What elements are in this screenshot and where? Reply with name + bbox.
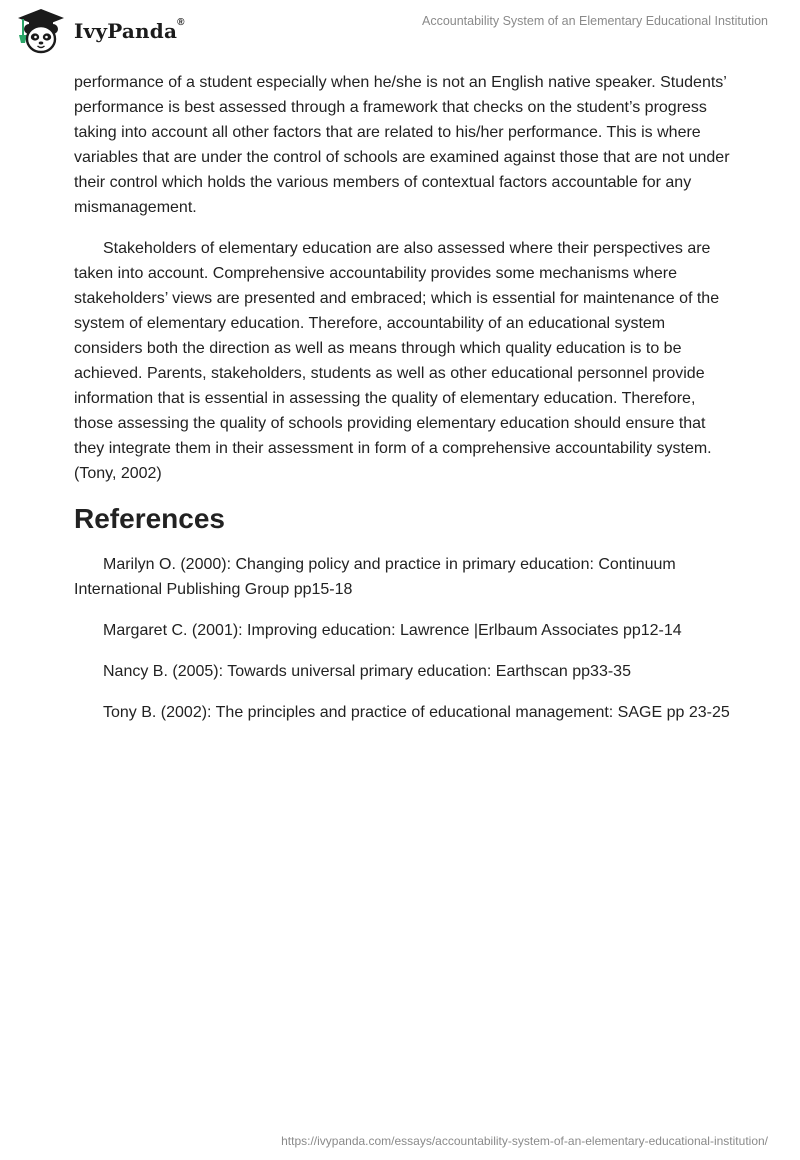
- reference-item: Margaret C. (2001): Improving education: Lawrence |Erlbaum Associates pp12-14: [103, 622, 682, 639]
- document-title: Accountability System of an Elementary Educational Institution: [421, 14, 768, 28]
- footer-url-link[interactable]: https://ivypanda.com/essays/accountability-system-of-an-elementary-educational-institution/: [281, 1134, 768, 1148]
- ivypanda-logo[interactable]: [14, 7, 185, 55]
- paragraph-continuation: performance of a student especially when he/she is not an English native speaker. Students’ performance is best assessed through a framework that checks on the student’s progress taking into account all other factors that are related to his/her performance. This is where variables that are under the control of schools are examined against those that are not under their control which holds the various members of contextual factors accountable for any mismanagement.: [74, 74, 730, 216]
- panda-graduate-icon: [14, 7, 68, 55]
- references-heading: References: [74, 503, 225, 534]
- essay-content: [74, 70, 734, 741]
- brand-name: IvyPanda®: [74, 17, 185, 43]
- reference-item: Tony B. (2002): The principles and practice of educational management: SAGE pp 23-25: [103, 704, 730, 721]
- reference-item: Nancy B. (2005): Towards universal primary education: Earthscan pp33-35: [103, 663, 631, 680]
- page-header: [0, 0, 800, 70]
- paragraph-stakeholders: Stakeholders of elementary education are also assessed where their perspectives are taken into account. Comprehensive accountability provides some mechanisms where stakeholders’ views are presented and embraced; which is essential for maintenance of the system of elementary education. Therefore, accountability of an educational system considers both the direction as well as means through which quality education is to be achieved. Parents, stakeholders, students as well as other educational personnel provide information that is essential in assessing the quality of elementary education. Therefore, those assessing the quality of schools providing elementary education should ensure that they integrate them in their assessment in form of a comprehensive accountability system. (Tony, 2002): [74, 240, 720, 482]
- reference-item: Marilyn O. (2000): Changing policy and practice in primary education: Continuum International Publishing Group pp15-18: [74, 556, 676, 598]
